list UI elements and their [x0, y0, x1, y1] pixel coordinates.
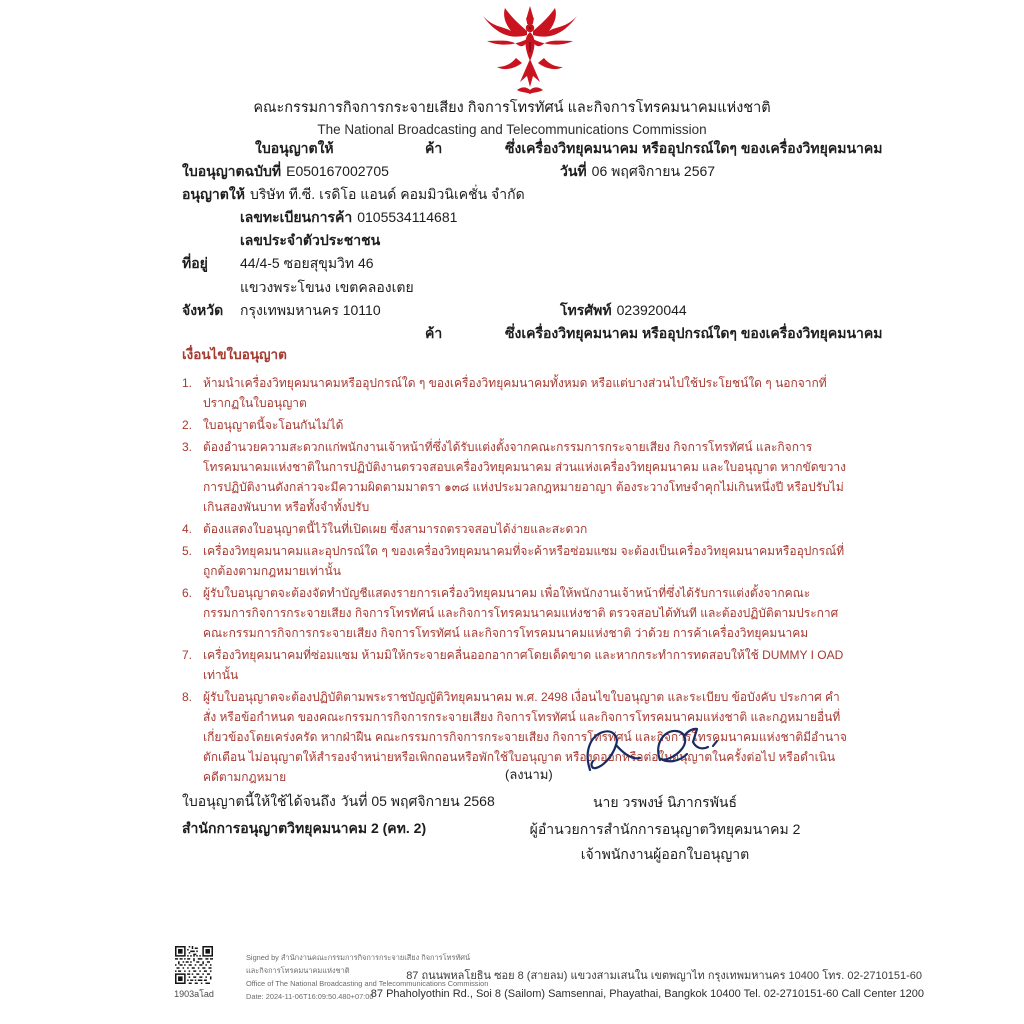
trade-register-label: เลขทะเบียนการค้า	[240, 209, 353, 225]
address-label: ที่อยู่	[182, 255, 208, 271]
condition-item	[182, 519, 848, 539]
valid-until-date: วันที่ 05 พฤศจิกายน 2568	[340, 793, 495, 809]
signer-role: เจ้าพนักงานผู้ออกใบอนุญาต	[580, 846, 750, 862]
signed-by-line-th2: และกิจการโทรคมนาคมแห่งชาติ	[246, 966, 350, 975]
condition-number: 4.	[182, 522, 193, 536]
phone-number: 023920044	[616, 302, 687, 318]
address-line1: 44/4-5 ซอยสุขุมวิท 46	[240, 255, 374, 271]
condition-item	[182, 583, 848, 643]
valid-until-row	[182, 792, 495, 810]
conditions-heading: เงื่อนไขใบอนุญาต	[182, 347, 287, 362]
office-address-english: 87 Phaholyothin Rd., Soi 8 (Sailom) Samsennai, Phayathai, Bangkok 10400 Tel. 02-2710151-60 Call Center 1200	[370, 988, 924, 1000]
trade-register-row	[240, 208, 457, 226]
condition-number: 1.	[182, 376, 193, 390]
citizen-id-label: เลขประจำตัวประชาชน	[240, 232, 381, 248]
licensee-name: บริษัท ที.ซี. เรดิโอ แอนด์ คอมมิวนิเคชั่น จำกัด	[249, 186, 525, 202]
phone-row	[560, 301, 687, 319]
org-name-thai: คณะกรรมการกิจการกระจายเสียง กิจการโทรทัศน์ และกิจการโทรคมนาคมแห่งชาติ	[253, 100, 771, 116]
signer-position: ผู้อำนวยการสำนักการอนุญาตวิทยุคมนาคม 2	[529, 821, 801, 837]
digital-signature-qr-code	[175, 946, 213, 984]
condition-item	[182, 437, 848, 517]
sign-here-label: (ลงนาม)	[505, 767, 553, 782]
condition-text: ผู้รับใบอนุญาตจะต้องจัดทำบัญชีแสดงรายการเครื่องวิทยุคมนาคม เพื่อให้พนักงานเจ้าหน้าที่ซึ่งได้รับการแต่งตั้งจากคณะกรรมการกิจการกระจายเสียง กิจการโทรทัศน์ และกิจการโทรคมนาคมแห่งชาติ ตรวจสอบได้ทันที และต้องปฏิบัติตามประกาศ คณะกรรมการกิจการกระจายเสียง กิจการโทรทัศน์ และกิจการโทรคมนาคมแห่งชาติ ว่าด้วย การค้าเครื่องวิทยุคมนาคม	[203, 586, 839, 640]
condition-text: เครื่องวิทยุคมนาคมและอุปกรณ์ใด ๆ ของเครื่องวิทยุคมนาคมที่จะค้าหรือซ่อมแซม จะต้องเป็นเครื่องวิทยุคมนาคมหรืออุปกรณ์ที่ถูกต้องตามกฎหมายเท่านั้น	[203, 544, 845, 578]
signature-handwriting	[580, 724, 735, 782]
trade-register-number: 0105534114681	[357, 209, 458, 225]
condition-item	[182, 373, 848, 413]
condition-item	[182, 541, 848, 581]
address-line2: แขวงพระโขนง เขตคลองเตย	[240, 279, 414, 295]
condition-text: ต้องอำนวยความสะดวกแก่พนักงานเจ้าหน้าที่ซึ่งได้รับแต่งตั้งจากคณะกรรมการกระจายเสียง กิจการโทรทัศน์ และกิจการโทรคมนาคมแห่งชาติในการปฏิบัติงานตรวจสอบเครื่องวิทยุคมนาคม ส่วนแห่งเครื่องวิทยุคมนาคม และใบอนุญาต หากขัดขวางการปฏิบัติงานดังกล่าวจะมีความผิดตามมาตรา ๑๓๘ แห่งประมวลกฎหมายอาญา ต้องระวางโทษจำคุกไม่เกินหนึ่งปี หรือปรับไม่เกินสองพันบาท หรือทั้งจำทั้งปรับ	[203, 440, 847, 514]
issue-date: 06 พฤศจิกายน 2567	[591, 163, 716, 179]
condition-number: 3.	[182, 440, 193, 454]
office-address-thai: 87 ถนนพหลโยธิน ซอย 8 (สายลม) แขวงสามเสนใน เขตพญาไท กรุงเทพมหานคร 10400 โทร. 02-2710151-60	[406, 970, 922, 982]
license-subject: ซึ่งเครื่องวิทยุคมนาคม หรืออุปกรณ์ใดๆ ของเครื่องวิทยุคมนาคม	[505, 140, 883, 156]
condition-text: ใบอนุญาตนี้จะโอนกันไม่ได้	[203, 418, 344, 432]
condition-text: เครื่องวิทยุคมนาคมที่ซ่อมแซม ห้ามมิให้กระจายคลื่นออกอากาศโดยเด็ดขาด และหากกระทำการทดสอบให้ใช้ DUMMY I OAD เท่านั้น	[203, 648, 844, 682]
licensee-label: อนุญาตให้	[182, 186, 245, 202]
qr-caption: 1903aโad	[174, 989, 214, 999]
license-number: E050167002705	[286, 163, 389, 179]
license-action: ค้า	[425, 140, 443, 156]
issue-date-row	[560, 162, 715, 180]
signer-name: นาย วรพงษ์ นิภากรพันธ์	[592, 794, 738, 810]
signed-by-line-th1: Signed by สำนักงานคณะกรรมการกิจการกระจายเสียง กิจการโทรทัศน์	[246, 953, 471, 962]
licensee-row	[182, 185, 525, 203]
license-number-row	[182, 162, 389, 180]
condition-text: ห้ามนำเครื่องวิทยุคมนาคมหรืออุปกรณ์ใด ๆ ของเครื่องวิทยุคมนาคมทั้งหมด หรือแต่บางส่วนไปใช้ประโยชน์ใด ๆ นอกจากที่ปรากฏในใบอนุญาต	[203, 376, 827, 410]
license-action-repeat: ค้า	[425, 325, 443, 341]
garuda-emblem	[470, 6, 590, 96]
condition-number: 5.	[182, 544, 193, 558]
condition-item	[182, 415, 848, 435]
license-grant-label: ใบอนุญาตให้	[255, 140, 334, 156]
condition-number: 7.	[182, 648, 193, 662]
province-label: จังหวัด	[182, 302, 224, 318]
signed-by-line-en: Office of The National Broadcasting and Telecommunications Commission	[246, 979, 489, 988]
province-value: กรุงเทพมหานคร 10110	[240, 302, 381, 318]
condition-item	[182, 645, 848, 685]
valid-until-label: ใบอนุญาตนี้ให้ใช้ได้จนถึง	[182, 793, 336, 809]
license-subject-repeat: ซึ่งเครื่องวิทยุคมนาคม หรืออุปกรณ์ใดๆ ของเครื่องวิทยุคมนาคม	[505, 325, 883, 341]
signed-date-line: Date: 2024-11-06T16:09:50.480+07:00	[246, 992, 374, 1001]
condition-number: 6.	[182, 586, 193, 600]
condition-text: ผู้รับใบอนุญาตจะต้องปฏิบัติตามพระราชบัญญัติวิทยุคมนาคม พ.ศ. 2498 เงื่อนไขใบอนุญาต และระเบียบ ข้อบังคับ ประกาศ คำสั่ง หรือข้อกำหนด ของคณะกรรมการกิจการกระจายเสียง กิจการโทรทัศน์ และกิจการโทรคมนาคมแห่งชาติ และกฎหมายอื่นที่เกี่ยวข้องโดยเคร่งครัด หากฝ่าฝืน คณะกรรมการกิจการกระจายเสียง กิจการโทรทัศน์ และกิจการโทรคมนาคมแห่งชาติมีอำนาจตักเตือน ไม่อนุญาตให้สำรองจำหน่ายหรือเพิกถอนหรือพักใช้ใบอนุญาต หรืองดออกหรือต่อใบอนุญาตในครั้งต่อไป หรือดำเนินคดีตามกฎหมาย	[203, 690, 847, 784]
issue-date-label: วันที่	[560, 163, 587, 179]
phone-label: โทรศัพท์	[560, 302, 612, 318]
conditions-section	[182, 343, 848, 789]
condition-number: 2.	[182, 418, 193, 432]
issuing-office: สำนักการอนุญาตวิทยุคมนาคม 2 (คท. 2)	[182, 820, 427, 836]
condition-number: 8.	[182, 690, 193, 704]
license-number-label: ใบอนุญาตฉบับที่	[182, 163, 282, 179]
condition-text: ต้องแสดงใบอนุญาตนี้ไว้ในที่เปิดเผย ซึ่งสามารถตรวจสอบได้ง่ายและสะดวก	[203, 522, 588, 536]
org-name-english: The National Broadcasting and Telecommunications Commission	[317, 122, 707, 137]
